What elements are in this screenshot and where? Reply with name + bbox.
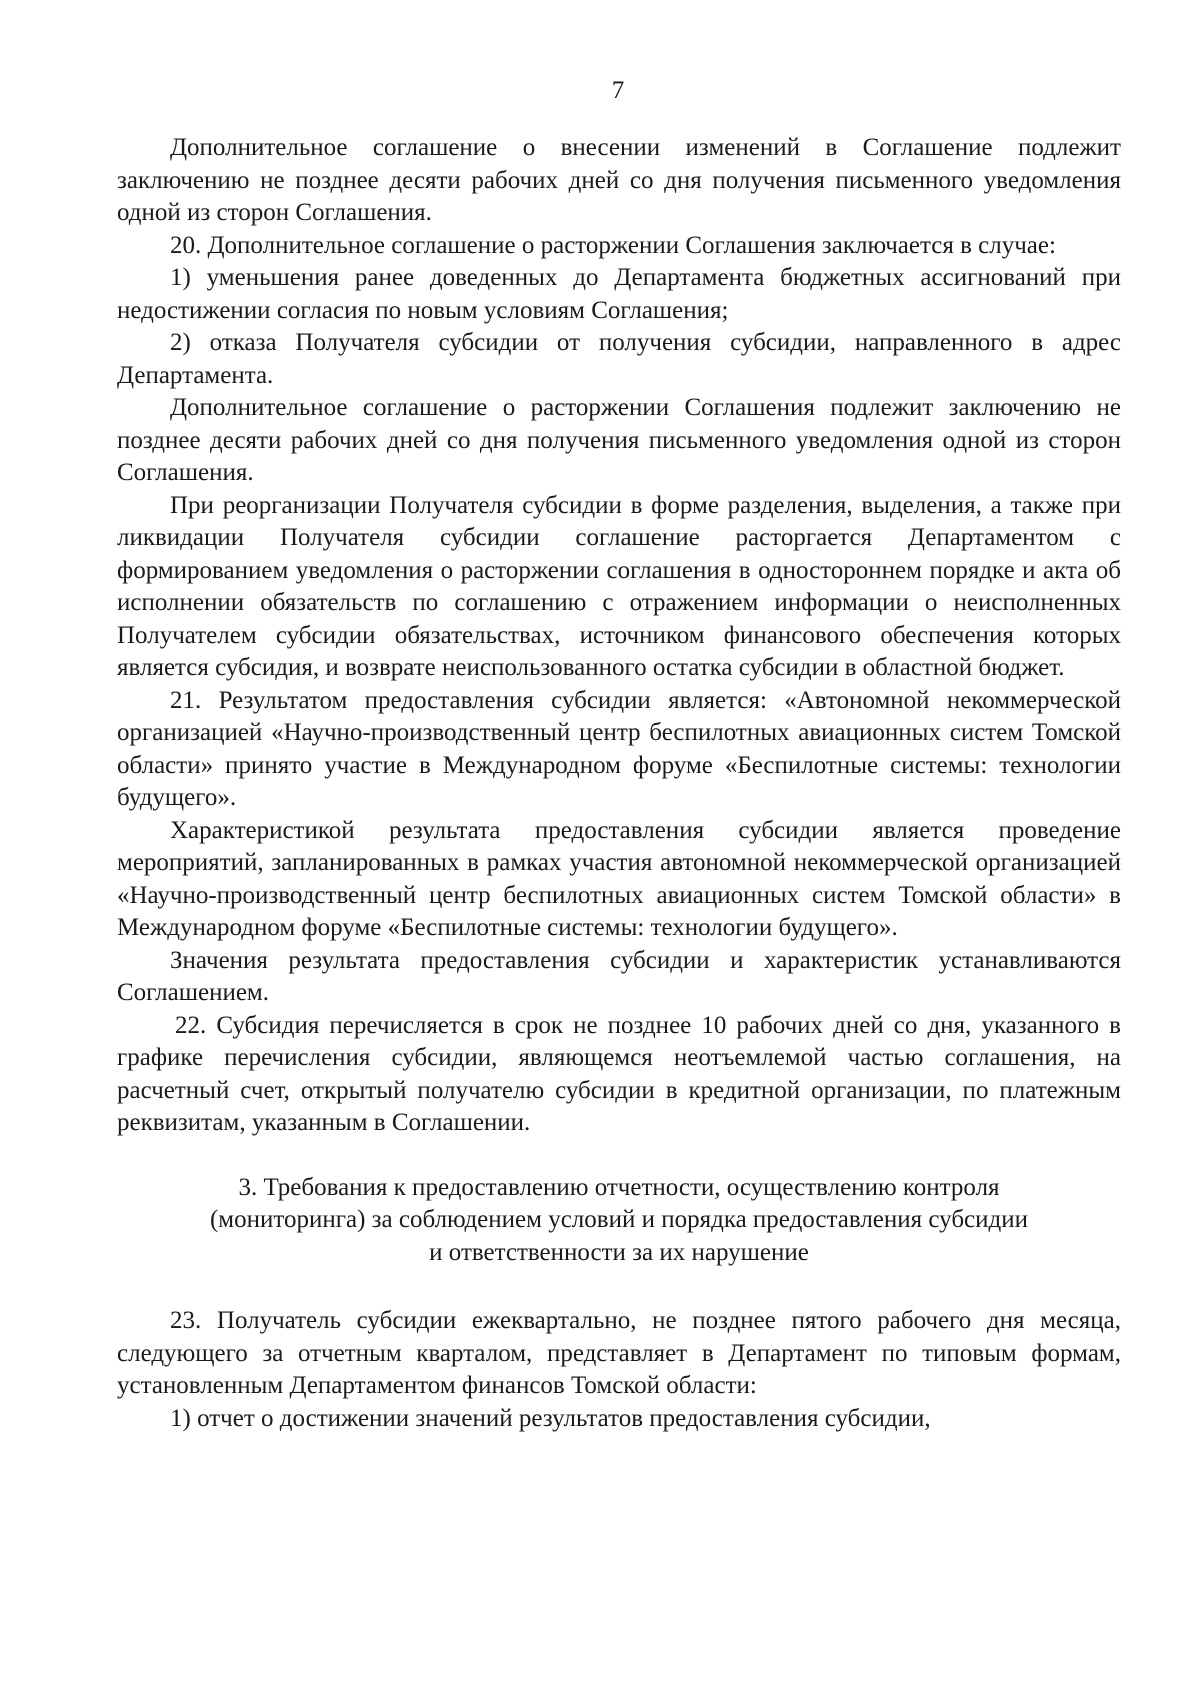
paragraph-23-reporting: 23. Получатель субсидии ежеквартально, не позднее пятого рабочего дня месяца, следующего за отчетным кварталом, представляет в Департамент по типовым формам, установленным Департаментом финансов Томской области: [117, 1307, 1121, 1399]
paragraph-21-result: 21. Результатом предоставления субсидии является: «Автономной некоммерческой организацией «Научно-производственный центр беспилотных авиационных систем Томской области» принято участие в Международном форуме «Беспилотные системы: технологии будущего». [117, 686, 1121, 811]
paragraph-22-transfer: 22. Субсидия перечисляется в срок не позднее 10 рабочих дней со дня, указанного в графике перечисления субсидии, являющемся неотъемлемой частью соглашения, на расчетный счет, открытый получателю субсидии в кредитной организации, по платежным реквизитам, указанным в Соглашении. [117, 1011, 1121, 1136]
paragraph-20-item-1: 1) уменьшения ранее доведенных до Департамента бюджетных ассигнований при недостижении согласия по новым условиям Соглашения; [117, 264, 1121, 324]
paragraph-amendment-deadline: Дополнительное соглашение о внесении изменений в Соглашение подлежит заключению не позднее десяти рабочих дней со дня получения письменного уведомления одной из сторон Соглашения. [117, 134, 1121, 226]
document-body [117, 132, 1121, 1435]
section-heading-line-1: 3. Требования к предоставлению отчетности, осуществлению контроля [238, 1173, 1000, 1201]
paragraph-20-termination: 20. Дополнительное соглашение о расторжении Соглашения заключается в случае: [170, 231, 1056, 259]
paragraph-20-item-2: 2) отказа Получателя субсидии от получения субсидии, направленного в адрес Департамента. [117, 329, 1121, 389]
paragraph-result-characteristic: Характеристикой результата предоставления субсидии является проведение мероприятий, запланированных в рамках участия автономной некоммерческой организацией «Научно-производственный центр беспилотных авиационных систем Томской области» в Международном форуме «Беспилотные системы: технологии будущего». [117, 816, 1121, 941]
section-heading-line-3: и ответственности за их нарушение [429, 1238, 809, 1266]
paragraph-termination-deadline: Дополнительное соглашение о расторжении Соглашения подлежит заключению не позднее десяти рабочих дней со дня получения письменного уведомления одной из сторон Соглашения. [117, 394, 1121, 486]
paragraph-result-values: Значения результата предоставления субсидии и характеристик устанавливаются Соглашением. [117, 946, 1121, 1006]
paragraph-23-item-1: 1) отчет о достижении значений результатов предоставления субсидии, [170, 1404, 931, 1432]
section-heading-line-2: (мониторинга) за соблюдением условий и порядка предоставления субсидии [209, 1206, 1029, 1233]
paragraph-reorganization: При реорганизации Получателя субсидии в форме разделения, выделения, а также при ликвидации Получателя субсидии соглашение расторгается Департаментом с формированием уведомления о расторжении соглашения в одностороннем порядке и акта об исполнении обязательств по соглашению с отражением информации о неисполненных Получателем субсидии обязательствах, источником финансового обеспечения которых является субсидия, и возврате неиспользованного остатка субсидии в областной бюджет. [117, 491, 1121, 681]
page-number: 7 [611, 77, 625, 104]
section-3-heading [117, 1172, 1121, 1270]
